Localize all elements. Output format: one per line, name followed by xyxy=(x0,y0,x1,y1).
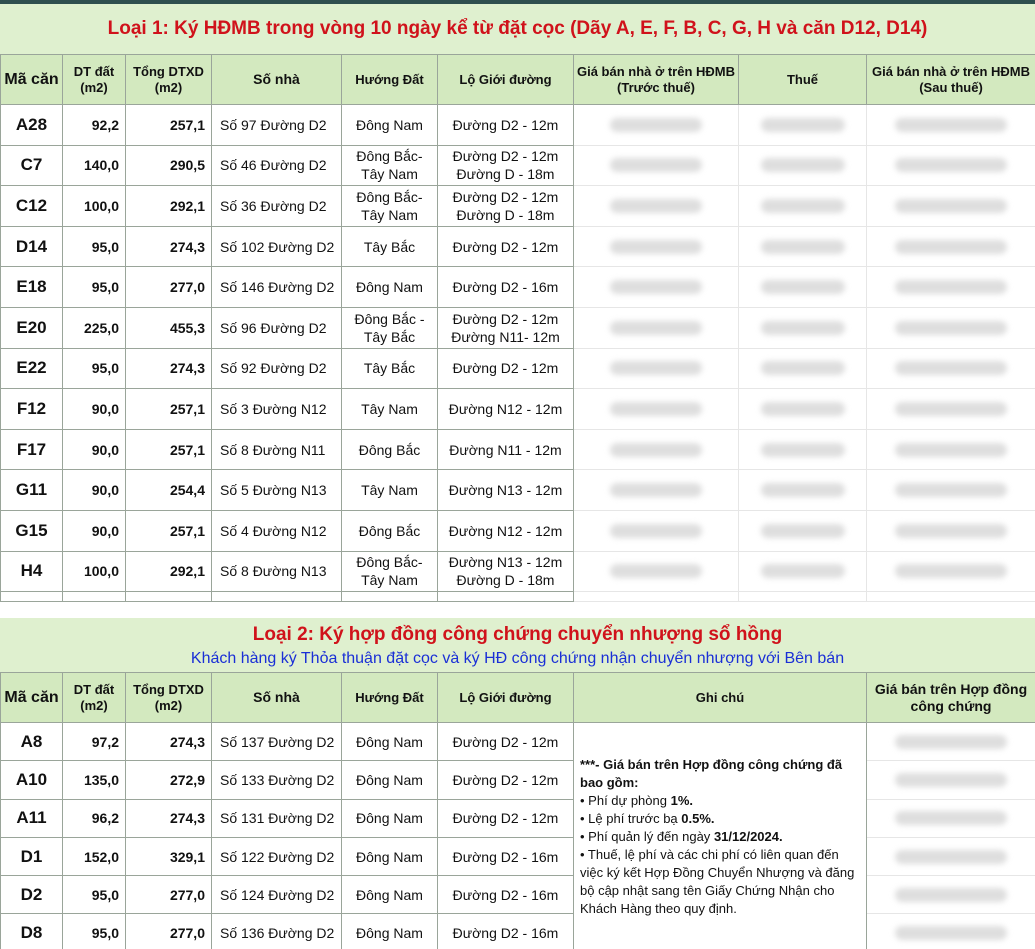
redacted-value xyxy=(895,773,1007,787)
floor-area: 329,1 xyxy=(126,837,212,875)
note-title: ***- Giá bán trên Hợp đồng công chứng đã bao gồm: xyxy=(580,757,843,791)
redacted-price-cell xyxy=(867,761,1035,799)
redacted-value xyxy=(895,564,1007,578)
land-area: 225,0 xyxy=(63,307,126,348)
table-row xyxy=(1,307,1035,348)
redacted-price-cell xyxy=(739,186,867,227)
direction xyxy=(342,307,438,348)
address: Số 96 Đường D2 xyxy=(212,307,342,348)
redacted-value xyxy=(610,402,702,416)
floor-area: 257,1 xyxy=(126,389,212,430)
redacted-value xyxy=(895,199,1007,213)
land-area: 140,0 xyxy=(63,145,126,186)
redacted-value xyxy=(761,564,845,578)
unit-code: E22 xyxy=(1,348,63,389)
direction xyxy=(342,470,438,511)
floor-area: 257,1 xyxy=(126,105,212,146)
table-row xyxy=(1,510,1035,551)
road-line-1: Đường N13 - 12m xyxy=(448,554,563,571)
road-width: Đường D2 - 16m xyxy=(438,914,574,949)
road-width xyxy=(438,145,574,186)
redacted-value xyxy=(610,564,702,578)
redacted-price-cell xyxy=(867,551,1035,592)
redacted-value xyxy=(895,483,1007,497)
road-line-1: Đường N11 - 12m xyxy=(449,441,562,458)
redacted-value xyxy=(610,443,702,457)
table-row xyxy=(1,429,1035,470)
section2-title-block xyxy=(0,618,1035,672)
direction-line-1: Đông Bắc- xyxy=(356,554,423,571)
redacted-price-cell xyxy=(867,267,1035,308)
header-floor-area: Tổng DTXD (m2) xyxy=(126,673,212,723)
table-row xyxy=(1,914,1035,949)
road-line-1: Đường D2 - 12m xyxy=(452,310,559,327)
direction xyxy=(342,389,438,430)
floor-area: 290,5 xyxy=(126,145,212,186)
redacted-price-cell xyxy=(574,551,739,592)
unit-code: F12 xyxy=(1,389,63,430)
direction: Đông Nam xyxy=(342,799,438,837)
redacted-value xyxy=(895,361,1007,375)
table-row xyxy=(1,267,1035,308)
floor-area: 292,1 xyxy=(126,551,212,592)
section2-table xyxy=(0,672,1035,949)
address: Số 5 Đường N13 xyxy=(212,470,342,511)
redacted-value xyxy=(895,735,1007,749)
redacted-price-cell xyxy=(867,799,1035,837)
header-floor-area: Tổng DTXD (m2) xyxy=(126,55,212,105)
address: Số 137 Đường D2 xyxy=(212,723,342,761)
table-row xyxy=(1,145,1035,186)
unit-code: A8 xyxy=(1,723,63,761)
direction: Đông Nam xyxy=(342,761,438,799)
land-area: 100,0 xyxy=(63,551,126,592)
land-area: 95,0 xyxy=(63,267,126,308)
unit-code: E20 xyxy=(1,307,63,348)
section2-subtitle: Khách hàng ký Thỏa thuận đặt cọc và ký HĐ công chứng nhận chuyển nhượng với Bên bán xyxy=(190,650,845,667)
direction xyxy=(342,551,438,592)
note-item-text: • Phí dự phòng xyxy=(580,793,671,809)
header-notarized-price: Giá bán trên Hợp đồng công chứng xyxy=(867,673,1035,723)
table-row xyxy=(1,470,1035,511)
address: Số 46 Đường D2 xyxy=(212,145,342,186)
road-line-1: Đường D2 - 12m xyxy=(452,360,559,377)
redacted-price-cell xyxy=(574,470,739,511)
address: Số 92 Đường D2 xyxy=(212,348,342,389)
direction-line-2: Tây Nam xyxy=(361,206,418,223)
road-line-2: Đường N11- 12m xyxy=(451,328,560,345)
unit-code: A28 xyxy=(1,105,63,146)
redacted-value xyxy=(610,118,702,132)
table-row xyxy=(1,348,1035,389)
direction xyxy=(342,105,438,146)
redacted-value xyxy=(895,280,1007,294)
redacted-value xyxy=(895,321,1007,335)
redacted-price-cell xyxy=(867,145,1035,186)
redacted-value xyxy=(895,402,1007,416)
header-address: Số nhà xyxy=(212,673,342,723)
unit-code: A10 xyxy=(1,761,63,799)
redacted-value xyxy=(610,158,702,172)
land-area: 90,0 xyxy=(63,510,126,551)
redacted-value xyxy=(610,199,702,213)
note-item-3 xyxy=(580,828,860,846)
section2-body xyxy=(1,723,1035,949)
road-line-1: Đường D2 - 12m xyxy=(452,116,559,133)
note-item-emphasis: 0.5%. xyxy=(681,811,715,827)
land-area: 95,0 xyxy=(63,914,126,949)
redacted-value xyxy=(610,280,702,294)
floor-area: 292,1 xyxy=(126,186,212,227)
land-area: 90,0 xyxy=(63,429,126,470)
land-area: 90,0 xyxy=(63,389,126,430)
land-area: 95,0 xyxy=(63,348,126,389)
redacted-price-cell xyxy=(574,429,739,470)
table-row xyxy=(1,837,1035,875)
redacted-price-cell xyxy=(867,307,1035,348)
redacted-value xyxy=(761,118,845,132)
redacted-price-cell xyxy=(739,510,867,551)
table-row xyxy=(1,723,1035,761)
redacted-price-cell xyxy=(574,105,739,146)
redacted-value xyxy=(610,361,702,375)
road-width xyxy=(438,429,574,470)
redacted-price-cell xyxy=(867,226,1035,267)
direction xyxy=(342,429,438,470)
redacted-price-cell xyxy=(574,307,739,348)
table-row xyxy=(1,876,1035,914)
address: Số 97 Đường D2 xyxy=(212,105,342,146)
direction: Đông Nam xyxy=(342,723,438,761)
redacted-price-cell xyxy=(574,348,739,389)
redacted-value xyxy=(895,811,1007,825)
unit-code: E18 xyxy=(1,267,63,308)
section1-title: Loại 1: Ký HĐMB trong vòng 10 ngày kể từ đặt cọc (Dãy A, E, F, B, C, G, H và căn D12, D14) xyxy=(0,4,1035,54)
table-row xyxy=(1,226,1035,267)
header-note: Ghi chú xyxy=(574,673,867,723)
header-code: Mã căn xyxy=(1,55,63,105)
redacted-value xyxy=(895,850,1007,864)
note-item-text: • Lệ phí trước bạ xyxy=(580,811,682,827)
redacted-price-cell xyxy=(739,226,867,267)
road-width xyxy=(438,267,574,308)
address: Số 131 Đường D2 xyxy=(212,799,342,837)
address: Số 3 Đường N12 xyxy=(212,389,342,430)
header-code: Mã căn xyxy=(1,673,63,723)
redacted-price-cell xyxy=(867,876,1035,914)
address: Số 36 Đường D2 xyxy=(212,186,342,227)
floor-area: 274,3 xyxy=(126,799,212,837)
road-line-1: Đường N13 - 12m xyxy=(448,482,563,499)
redacted-price-cell xyxy=(867,470,1035,511)
floor-area: 257,1 xyxy=(126,510,212,551)
redacted-value xyxy=(610,483,702,497)
floor-area: 455,3 xyxy=(126,307,212,348)
road-width xyxy=(438,470,574,511)
floor-area: 277,0 xyxy=(126,914,212,949)
redacted-price-cell xyxy=(739,307,867,348)
direction: Đông Nam xyxy=(342,837,438,875)
direction-line-1: Đông Bắc- xyxy=(356,148,423,165)
direction-line-2: Tây Bắc xyxy=(363,328,416,345)
road-width: Đường D2 - 12m xyxy=(438,799,574,837)
address: Số 136 Đường D2 xyxy=(212,914,342,949)
road-line-2: Đường D - 18m xyxy=(456,572,555,589)
direction-line-2: Tây Nam xyxy=(361,166,418,183)
floor-area: 277,0 xyxy=(126,876,212,914)
redacted-value xyxy=(761,402,845,416)
table-row xyxy=(1,761,1035,799)
road-width xyxy=(438,186,574,227)
unit-code: G11 xyxy=(1,470,63,511)
land-area: 97,2 xyxy=(63,723,126,761)
redacted-price-cell xyxy=(867,837,1035,875)
road-line-1: Đường D2 - 16m xyxy=(452,279,559,296)
redacted-price-cell xyxy=(867,510,1035,551)
redacted-price-cell xyxy=(739,267,867,308)
table-row xyxy=(1,799,1035,837)
redacted-value xyxy=(895,118,1007,132)
direction-line-1: Đông Nam xyxy=(356,116,423,133)
unit-code: D2 xyxy=(1,876,63,914)
unit-code: H4 xyxy=(1,551,63,592)
unit-code: D1 xyxy=(1,837,63,875)
redacted-value xyxy=(761,524,845,538)
direction-line-1: Tây Nam xyxy=(361,482,418,499)
address: Số 8 Đường N13 xyxy=(212,551,342,592)
land-area: 96,2 xyxy=(63,799,126,837)
road-line-1: Đường N12 - 12m xyxy=(448,400,563,417)
table-row xyxy=(1,105,1035,146)
section1-body xyxy=(1,105,1035,592)
direction xyxy=(342,267,438,308)
unit-code: C7 xyxy=(1,145,63,186)
address: Số 8 Đường N11 xyxy=(212,429,342,470)
road-width xyxy=(438,389,574,430)
direction-line-1: Đông Bắc xyxy=(358,522,421,539)
section2-header-row xyxy=(1,673,1035,723)
table-row xyxy=(1,389,1035,430)
redacted-value xyxy=(761,443,845,457)
note-item-2 xyxy=(580,810,860,828)
redacted-price-cell xyxy=(739,348,867,389)
floor-area: 254,4 xyxy=(126,470,212,511)
direction-line-1: Đông Nam xyxy=(356,279,423,296)
redacted-price-cell xyxy=(867,389,1035,430)
header-land-area: DT đất (m2) xyxy=(63,55,126,105)
redacted-price-cell xyxy=(739,145,867,186)
unit-code: G15 xyxy=(1,510,63,551)
floor-area: 274,3 xyxy=(126,348,212,389)
road-line-1: Đường D2 - 12m xyxy=(452,238,559,255)
redacted-price-cell xyxy=(739,389,867,430)
redacted-price-cell xyxy=(574,186,739,227)
road-line-2: Đường D - 18m xyxy=(456,166,555,183)
redacted-price-cell xyxy=(739,105,867,146)
unit-code: D14 xyxy=(1,226,63,267)
unit-code: A11 xyxy=(1,799,63,837)
redacted-price-cell xyxy=(574,145,739,186)
floor-area: 272,9 xyxy=(126,761,212,799)
road-line-2: Đường D - 18m xyxy=(456,206,555,223)
header-tax: Thuế xyxy=(739,55,867,105)
redacted-value xyxy=(610,321,702,335)
notes-cell xyxy=(574,723,867,949)
address: Số 146 Đường D2 xyxy=(212,267,342,308)
section1-header-row xyxy=(1,55,1035,105)
direction xyxy=(342,145,438,186)
table-row xyxy=(1,186,1035,227)
road-width xyxy=(438,551,574,592)
direction-line-1: Tây Nam xyxy=(361,400,418,417)
road-width xyxy=(438,510,574,551)
road-width xyxy=(438,307,574,348)
redacted-value xyxy=(895,158,1007,172)
redacted-value xyxy=(895,524,1007,538)
redacted-value xyxy=(761,158,845,172)
direction-line-1: Đông Bắc- xyxy=(356,188,423,205)
address: Số 102 Đường D2 xyxy=(212,226,342,267)
direction-line-1: Tây Bắc xyxy=(363,360,416,377)
section1-table xyxy=(0,54,1035,602)
redacted-price-cell xyxy=(867,429,1035,470)
redacted-price-cell xyxy=(867,105,1035,146)
redacted-price-cell xyxy=(739,470,867,511)
redacted-price-cell xyxy=(574,510,739,551)
direction xyxy=(342,348,438,389)
land-area: 135,0 xyxy=(63,761,126,799)
land-area: 95,0 xyxy=(63,876,126,914)
header-address: Số nhà xyxy=(212,55,342,105)
unit-code: C12 xyxy=(1,186,63,227)
header-price-after-tax: Giá bán nhà ở trên HĐMB (Sau thuế) xyxy=(867,55,1035,105)
header-road: Lộ Giới đường xyxy=(438,673,574,723)
note-item-emphasis: 31/12/2024. xyxy=(713,829,783,845)
address: Số 122 Đường D2 xyxy=(212,837,342,875)
redacted-value xyxy=(761,280,845,294)
land-area: 92,2 xyxy=(63,105,126,146)
road-width: Đường D2 - 16m xyxy=(438,837,574,875)
note-item-text: • Phí quản lý đến ngày xyxy=(580,829,714,845)
land-area: 90,0 xyxy=(63,470,126,511)
road-width xyxy=(438,105,574,146)
redacted-value xyxy=(761,240,845,254)
floor-area: 277,0 xyxy=(126,267,212,308)
redacted-price-cell xyxy=(867,914,1035,949)
direction: Đông Nam xyxy=(342,876,438,914)
note-item-emphasis: 1%. xyxy=(670,793,693,809)
redacted-value xyxy=(761,361,845,375)
redacted-value xyxy=(761,321,845,335)
redacted-value xyxy=(761,199,845,213)
direction-line-1: Tây Bắc xyxy=(363,238,416,255)
floor-area: 274,3 xyxy=(126,226,212,267)
redacted-price-cell xyxy=(574,226,739,267)
land-area: 95,0 xyxy=(63,226,126,267)
header-land-area: DT đất (m2) xyxy=(63,673,126,723)
land-area: 152,0 xyxy=(63,837,126,875)
redacted-price-cell xyxy=(867,348,1035,389)
direction xyxy=(342,186,438,227)
redacted-value xyxy=(895,240,1007,254)
road-line-1: Đường D2 - 12m xyxy=(452,148,559,165)
redacted-value xyxy=(610,240,702,254)
redacted-value xyxy=(895,443,1007,457)
section1-tail-row xyxy=(1,592,1035,602)
section2-title: Loại 2: Ký hợp đồng công chứng chuyển nhượng sổ hồng xyxy=(252,624,783,645)
road-line-1: Đường N12 - 12m xyxy=(448,522,563,539)
address: Số 4 Đường N12 xyxy=(212,510,342,551)
land-area: 100,0 xyxy=(63,186,126,227)
redacted-price-cell xyxy=(739,551,867,592)
redacted-price-cell xyxy=(867,186,1035,227)
redacted-price-cell xyxy=(867,723,1035,761)
floor-area: 257,1 xyxy=(126,429,212,470)
address: Số 124 Đường D2 xyxy=(212,876,342,914)
road-width xyxy=(438,226,574,267)
road-width xyxy=(438,348,574,389)
direction xyxy=(342,510,438,551)
direction-line-2: Tây Nam xyxy=(361,572,418,589)
direction-line-1: Đông Bắc xyxy=(358,441,421,458)
road-width: Đường D2 - 12m xyxy=(438,761,574,799)
redacted-value xyxy=(761,483,845,497)
redacted-price-cell xyxy=(739,429,867,470)
direction xyxy=(342,226,438,267)
floor-area: 274,3 xyxy=(126,723,212,761)
road-width: Đường D2 - 16m xyxy=(438,876,574,914)
header-price-before-tax: Giá bán nhà ở trên HĐMB (Trước thuế) xyxy=(574,55,739,105)
address: Số 133 Đường D2 xyxy=(212,761,342,799)
note-item-4: • Thuế, lệ phí và các chi phí có liên quan đến việc ký kết Hợp Đồng Chuyển Nhượng và đăng bộ cập nhật sang tên Giấy Chứng Nhận cho Khách Hàng theo quy định. xyxy=(580,847,855,917)
redacted-value xyxy=(895,888,1007,902)
direction: Đông Nam xyxy=(342,914,438,949)
header-direction: Hướng Đất xyxy=(342,55,438,105)
direction-line-1: Đông Bắc - xyxy=(354,310,425,327)
redacted-price-cell xyxy=(574,267,739,308)
redacted-value xyxy=(610,524,702,538)
redacted-price-cell xyxy=(574,389,739,430)
unit-code: F17 xyxy=(1,429,63,470)
redacted-value xyxy=(895,926,1007,940)
unit-code: D8 xyxy=(1,914,63,949)
header-direction: Hướng Đất xyxy=(342,673,438,723)
header-road: Lộ Giới đường xyxy=(438,55,574,105)
note-item-1 xyxy=(580,792,860,810)
table-row xyxy=(1,551,1035,592)
road-width: Đường D2 - 12m xyxy=(438,723,574,761)
road-line-1: Đường D2 - 12m xyxy=(452,188,559,205)
